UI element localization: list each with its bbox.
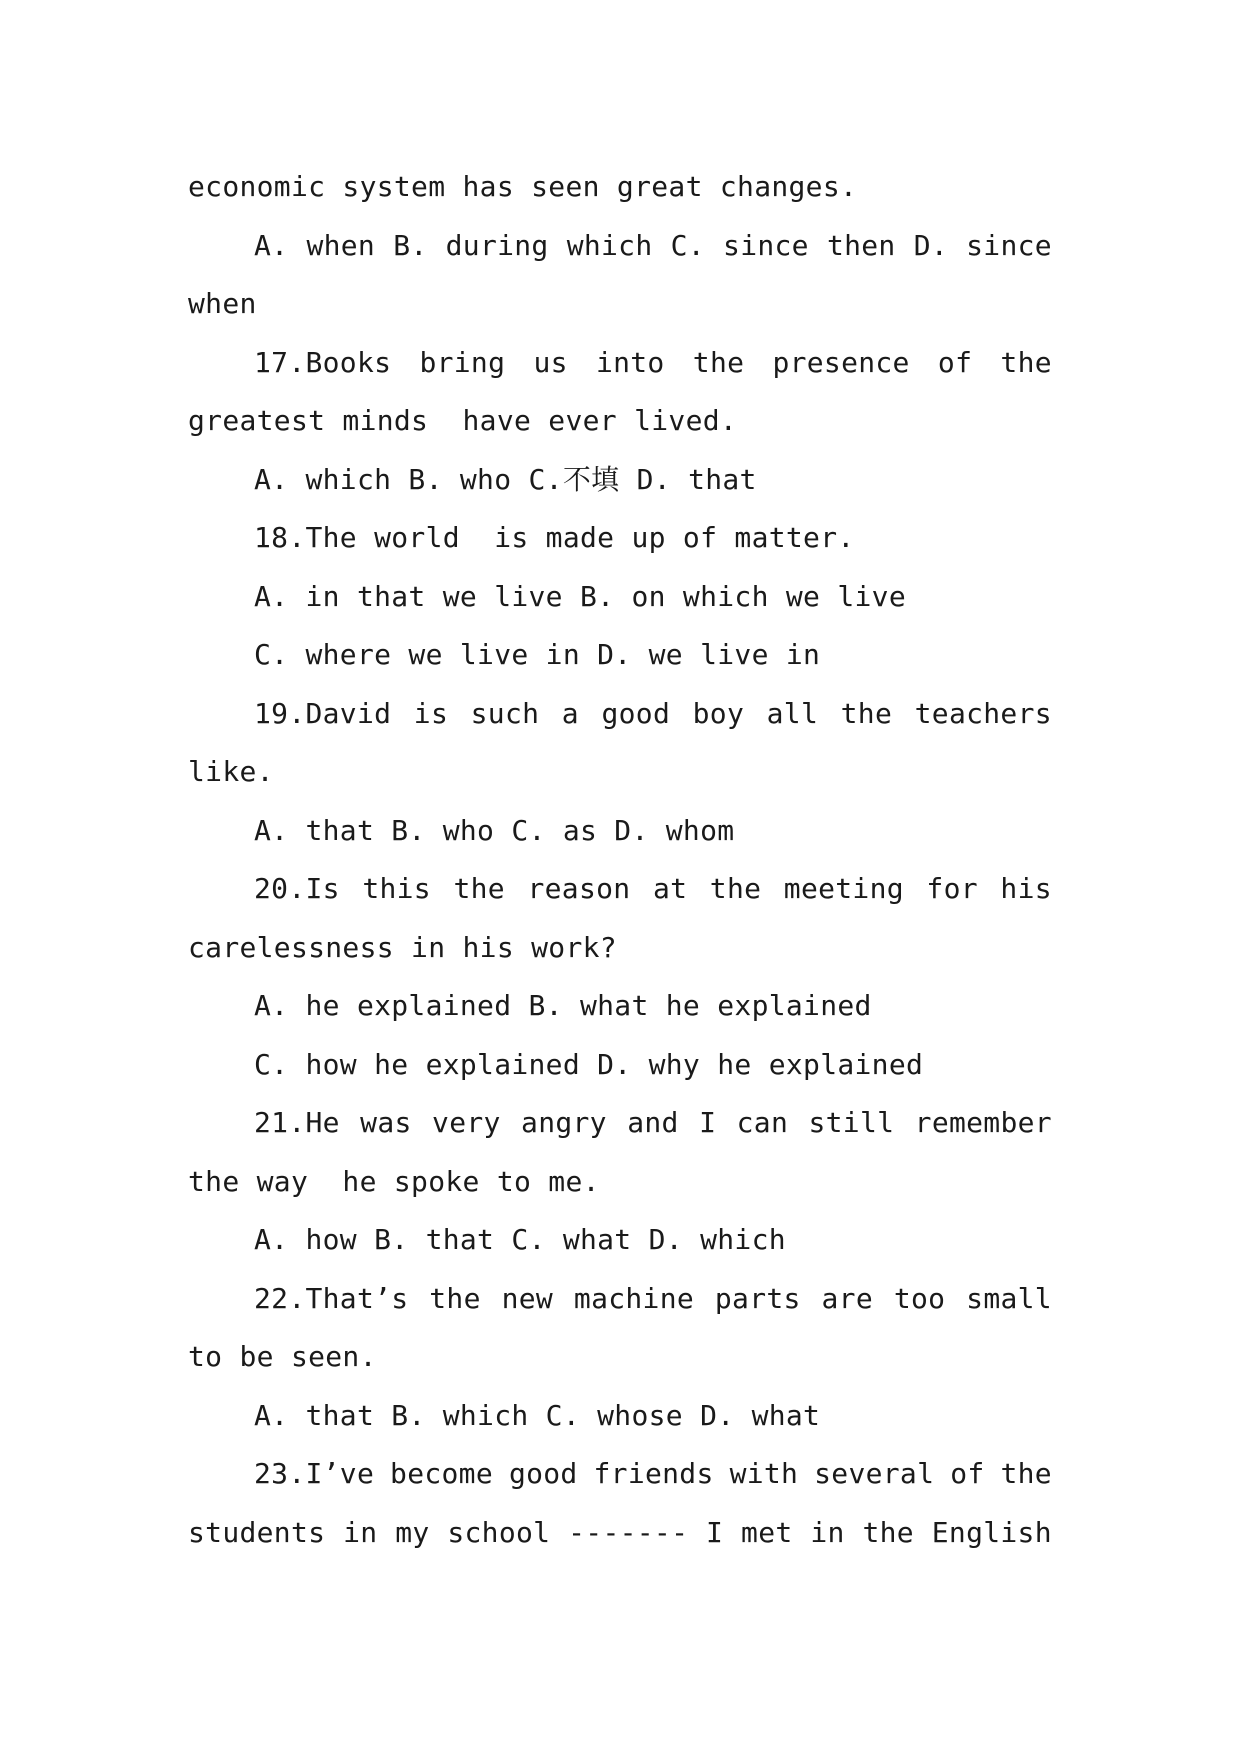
line-word: B. — [393, 228, 428, 262]
line-word: students — [188, 1515, 326, 1549]
line-word: new — [501, 1281, 554, 1315]
line-word: of — [950, 1457, 985, 1490]
line-word: remember — [914, 1106, 1052, 1139]
line-word: are — [821, 1281, 873, 1315]
document-line: A. how B. that C. what D. which — [254, 1223, 786, 1256]
line-word: for — [926, 872, 978, 905]
line-word: in — [343, 1515, 378, 1549]
line-word: 19.David — [254, 696, 392, 730]
document-line: when — [188, 287, 257, 320]
line-word: the — [862, 1515, 914, 1549]
line-word: all — [766, 696, 819, 730]
document-line: A. which B. who C.不填 D. that — [254, 462, 757, 496]
line-word: bring — [419, 345, 506, 379]
document-line: A. he explained B. what he explained — [254, 989, 872, 1022]
line-word: is — [413, 696, 449, 730]
document-line: economic system has seen great changes. — [188, 170, 858, 203]
line-word: friends — [593, 1457, 714, 1490]
document-line — [188, 685, 1052, 744]
document-line: A. that B. who C. as D. whom — [254, 813, 735, 847]
line-word: several — [814, 1457, 935, 1490]
line-word: and — [627, 1106, 679, 1139]
line-word: English — [931, 1515, 1052, 1549]
line-word: since — [723, 228, 809, 262]
line-word: 22.That’s — [254, 1281, 409, 1315]
line-word: the — [692, 345, 745, 379]
document-line: greatest minds have ever lived. — [188, 404, 738, 437]
line-word: parts — [714, 1281, 801, 1315]
document-line: C. how he explained D. why he explained — [254, 1047, 924, 1081]
line-word: then — [826, 228, 896, 262]
line-word: I — [706, 1515, 724, 1549]
line-word: when — [306, 228, 376, 262]
line-word: reason — [527, 872, 631, 905]
line-word: C. — [670, 228, 705, 262]
document-body — [188, 158, 1052, 1562]
line-word: with — [729, 1457, 799, 1490]
line-word: met — [741, 1515, 793, 1549]
line-word: can — [736, 1106, 789, 1139]
line-word: such — [470, 696, 540, 730]
line-word: since — [966, 228, 1052, 262]
line-word: 17.Books — [254, 345, 392, 379]
document-line — [188, 217, 1052, 276]
line-word: become — [390, 1457, 493, 1490]
line-word: in — [810, 1515, 845, 1549]
line-word: the — [709, 872, 762, 905]
line-word: machine — [573, 1281, 695, 1315]
line-word: teachers — [914, 696, 1052, 730]
document-line — [188, 1270, 1052, 1329]
document-line: carelessness in his work? — [188, 930, 617, 964]
document-line: C. where we live in D. we live in — [254, 638, 821, 671]
line-word: the — [453, 872, 505, 905]
line-word: 23.I’ve — [254, 1457, 375, 1490]
line-word: angry — [521, 1106, 607, 1139]
line-word: I — [699, 1106, 717, 1139]
line-word: 20.Is — [254, 872, 340, 905]
document-line: 18.The world is made up of matter. — [254, 521, 855, 554]
line-word: the — [840, 696, 893, 730]
line-word: this — [362, 872, 431, 905]
document-line — [188, 1094, 1052, 1153]
document-line — [188, 334, 1052, 393]
line-word: my — [395, 1515, 430, 1549]
document-line — [188, 860, 1052, 919]
line-word: too — [893, 1281, 946, 1315]
line-word: D. — [913, 228, 949, 262]
line-word: boy — [692, 696, 745, 730]
line-word: ------- — [568, 1515, 689, 1549]
line-word: the — [1000, 345, 1052, 379]
line-word: into — [595, 345, 665, 379]
document-line — [188, 1504, 1052, 1563]
document-line: like. — [188, 755, 274, 788]
line-word: was — [360, 1106, 412, 1139]
document-line: A. that B. which C. whose D. what — [254, 1398, 821, 1432]
line-word: small — [966, 1281, 1052, 1315]
line-word: good — [601, 696, 671, 730]
line-word: us — [533, 345, 568, 379]
document-line: the way he spoke to me. — [188, 1164, 600, 1198]
line-word: still — [808, 1106, 895, 1139]
line-word: of — [937, 345, 973, 379]
line-word: a — [561, 696, 579, 730]
line-word: the — [429, 1281, 481, 1315]
line-word: school — [447, 1515, 551, 1549]
line-word: the — [1000, 1457, 1052, 1490]
line-word: meeting — [783, 872, 904, 905]
line-word: his — [1000, 872, 1052, 905]
line-word: A. — [254, 228, 289, 262]
line-word: good — [508, 1457, 578, 1490]
line-word: during — [445, 228, 549, 262]
line-word: presence — [772, 345, 910, 379]
line-word: 21.He — [254, 1106, 340, 1139]
line-word: at — [652, 872, 688, 905]
line-word: which — [566, 228, 653, 262]
document-line — [188, 1445, 1052, 1504]
document-line: to be seen. — [188, 1340, 377, 1373]
document-line: A. in that we live B. on which we live — [254, 579, 906, 613]
line-word: very — [432, 1106, 501, 1139]
